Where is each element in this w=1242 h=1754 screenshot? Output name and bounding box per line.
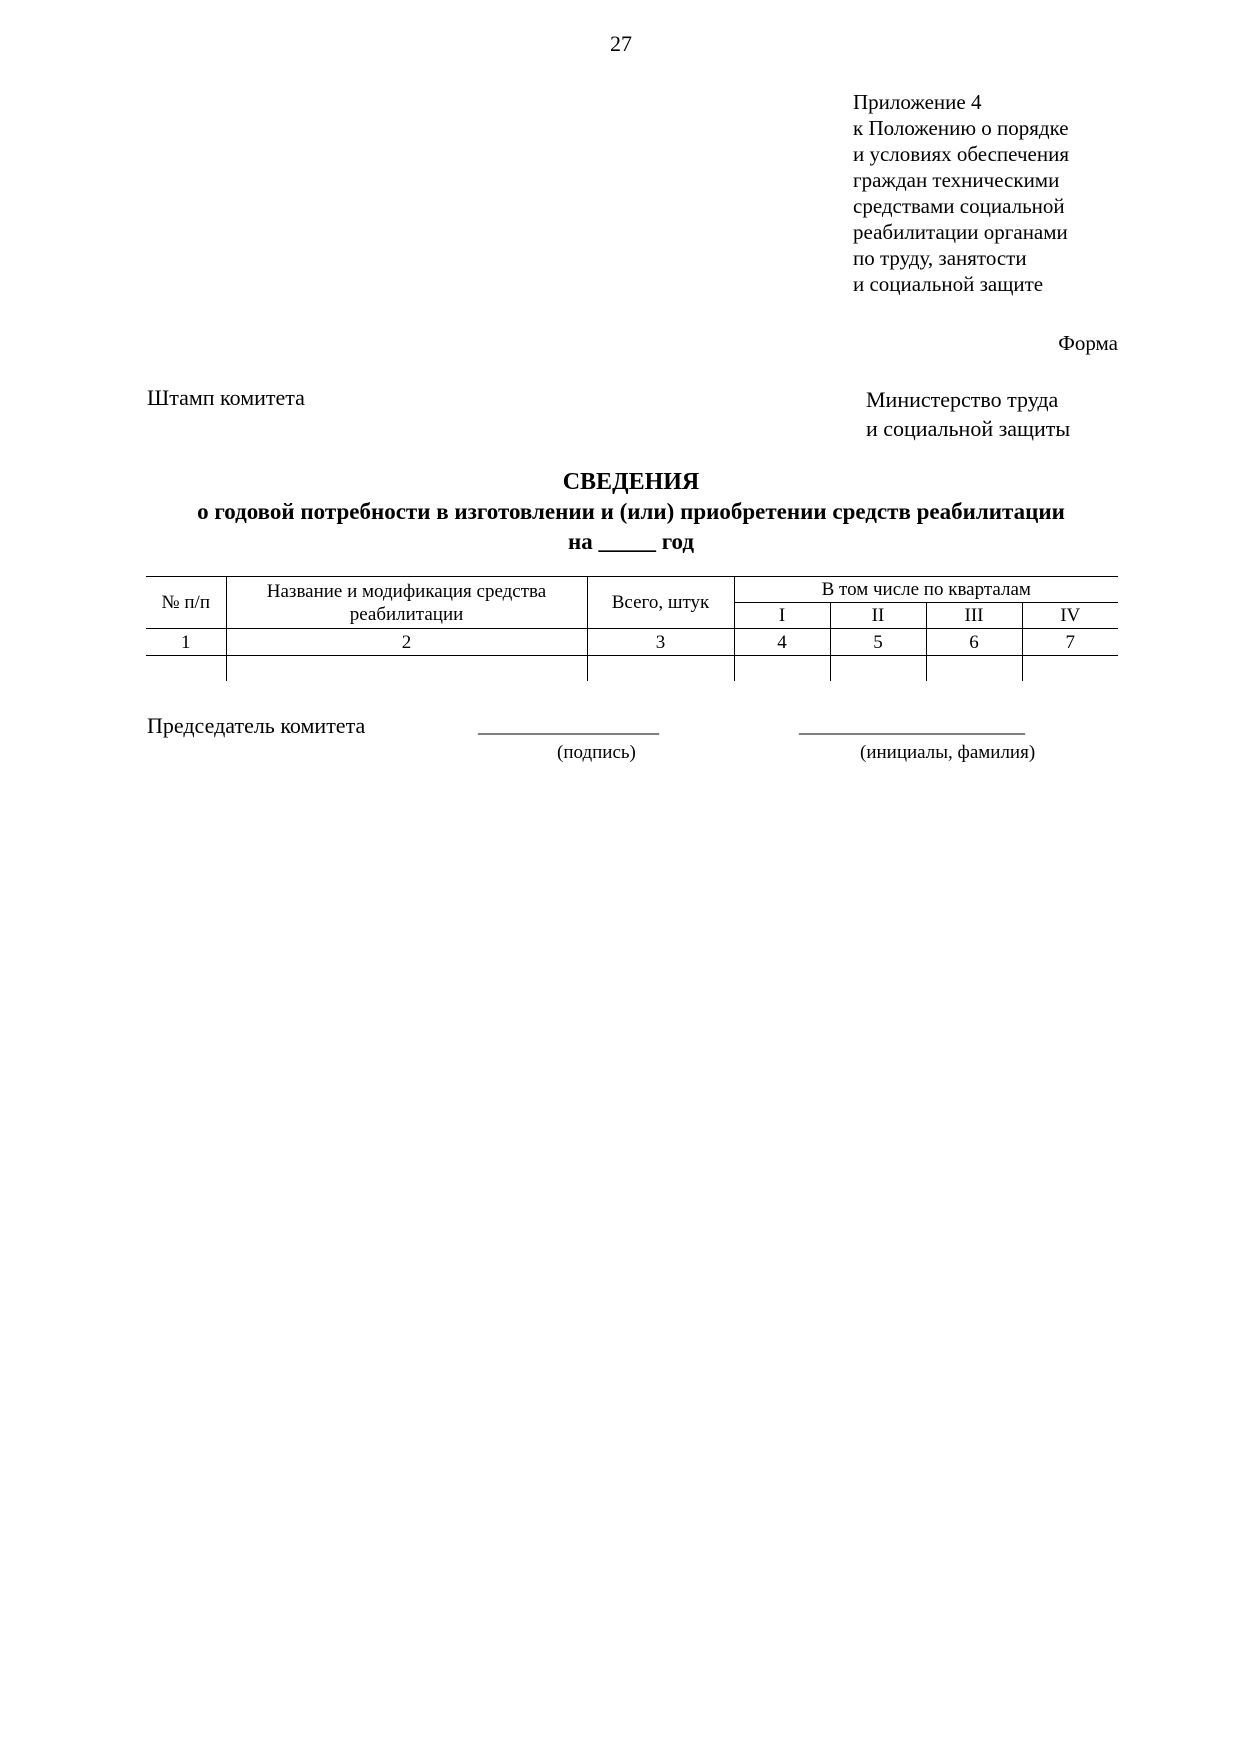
ministry-block [866,385,1070,443]
table-cell [830,656,926,682]
appendix-line: реабилитации органами [853,220,1068,244]
table-cell [587,656,734,682]
table-cell [1022,656,1118,682]
appendix-line: и социальной защите [853,272,1044,296]
column-number: 1 [146,629,226,656]
column-number: 5 [830,629,926,656]
header-quarter: III [926,603,1022,629]
table-row [146,656,1118,682]
stamp-label: Штамп комитета [147,385,305,410]
table-cell [926,656,1022,682]
form-label: Форма [1058,331,1118,355]
signature-line: ____________________ [478,715,658,737]
appendix-reference [853,89,1153,297]
ministry-line: и социальной защиты [866,416,1071,441]
ministry-line: Министерство труда [866,387,1059,412]
table-cell [146,656,226,682]
column-number: 3 [587,629,734,656]
header-quarter: II [830,603,926,629]
page-number: 27 [610,31,632,56]
appendix-line: Приложение 4 [853,90,982,114]
appendix-line: по труду, занятости [853,246,1027,270]
appendix-line: граждан техническими [853,168,1060,192]
needs-table [146,576,1118,681]
appendix-line: и условиях обеспечения [853,142,1069,166]
name-caption: (инициалы, фамилия) [860,742,1036,763]
header-quarter: IV [1022,603,1118,629]
title-heading: СВЕДЕНИЯ [562,469,700,495]
column-number: 2 [226,629,587,656]
title-subheading: о годовой потребности в изготовлении и (или) приобретении средств реабилитации [197,499,1065,524]
table-cell [226,656,587,682]
name-line: _________________________ [799,715,1024,737]
appendix-line: средствами социальной [853,194,1065,218]
column-number: 6 [926,629,1022,656]
title-year: на _____ год [567,529,695,554]
signature-caption: (подпись) [557,742,636,763]
header-name: Название и модификация средства реабилитации [226,577,587,629]
appendix-line: к Положению о порядке [853,116,1069,140]
header-total: Всего, штук [587,577,734,629]
header-num: № п/п [146,577,226,629]
header-quarters-group: В том числе по кварталам [734,577,1118,603]
chairman-label: Председатель комитета [147,713,366,738]
column-number: 4 [734,629,830,656]
header-quarter: I [734,603,830,629]
table-cell [734,656,830,682]
document-title [0,467,1242,557]
column-number: 7 [1022,629,1118,656]
